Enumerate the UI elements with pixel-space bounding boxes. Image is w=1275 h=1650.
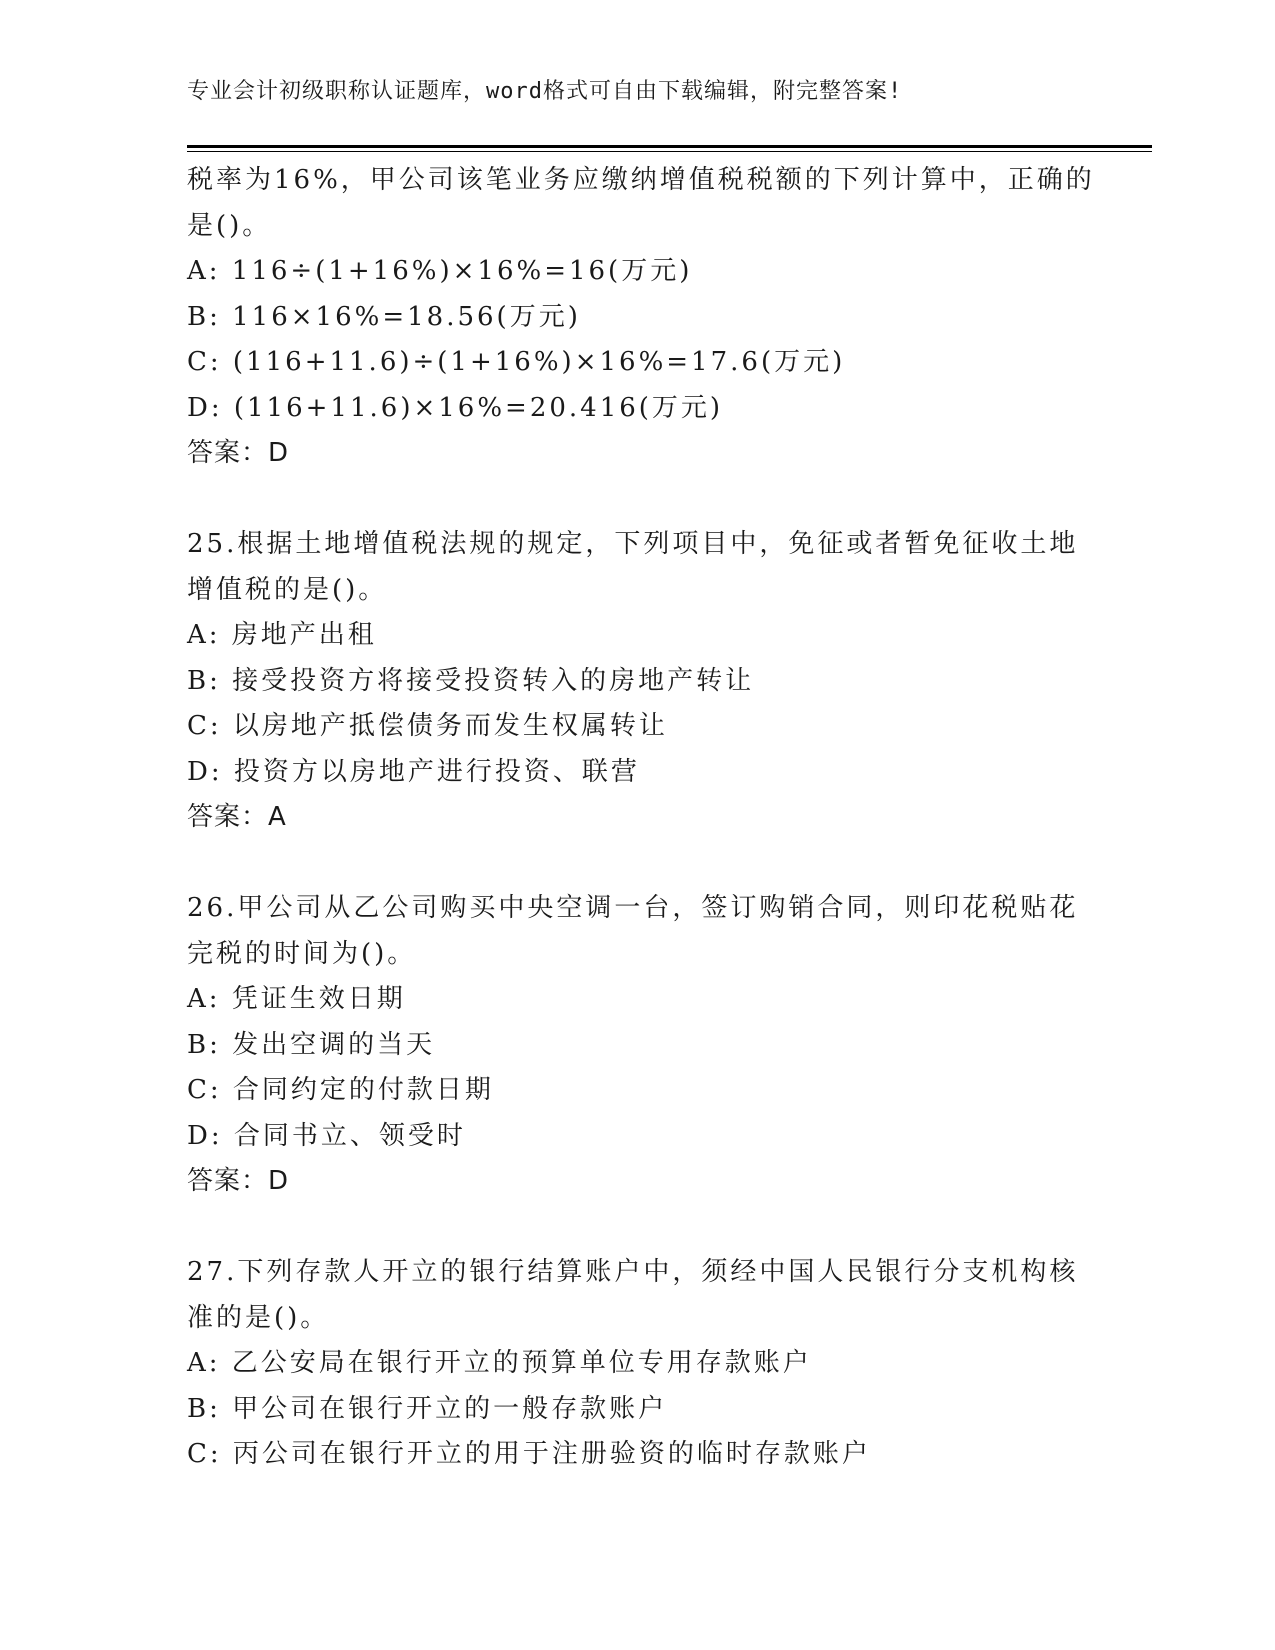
question-stem-line: 26.甲公司从乙公司购买中央空调一台，签订购销合同，则印花税贴花: [187, 893, 1079, 923]
question-block: [187, 522, 1087, 841]
option-c: C: 以房地产抵偿债务而发生权属转让: [187, 711, 668, 741]
question-stem-line: 27.下列存款人开立的银行结算账户中，须经中国人民银行分支机构核: [187, 1257, 1079, 1287]
question-stem-line: 准的是()。: [187, 1302, 330, 1333]
question-stem-line: 完税的时间为()。: [187, 938, 417, 969]
header-rule-thick: [187, 145, 1152, 148]
answer-line: 答案：A: [187, 802, 287, 832]
option-b: B: 发出空调的当天: [187, 1029, 436, 1060]
question-stem-line: 税率为16%，甲公司该笔业务应缴纳增值税税额的下列计算中，正确的: [187, 165, 1095, 195]
option-d: D: (116+11.6)×16%=20.416(万元): [187, 392, 724, 423]
answer-line: 答案：D: [187, 1166, 290, 1196]
option-a: A: 房地产出租: [187, 620, 377, 650]
question-block: [187, 158, 1095, 477]
option-b: B: 116×16%=18.56(万元): [187, 301, 581, 332]
answer-line: 答案：D: [187, 438, 290, 468]
option-d: D: 投资方以房地产进行投资、联营: [187, 756, 640, 787]
option-c: C: (116+11.6)÷(1+16%)×16%=17.6(万元): [187, 347, 846, 377]
header-rule-thin: [187, 151, 1152, 152]
option-b: B: 接受投资方将接受投资转入的房地产转让: [187, 665, 755, 696]
option-c: C: 丙公司在银行开立的用于注册验资的临时存款账户: [187, 1439, 871, 1469]
question-block: [187, 886, 1087, 1205]
question-stem-line: 是()。: [187, 210, 272, 241]
page-header: 专业会计初级职称认证题库，word格式可自由下载编辑，附完整答案!: [187, 79, 903, 104]
question-list: [187, 158, 1095, 1478]
question-block: [187, 1250, 1087, 1478]
option-c: C: 合同约定的付款日期: [187, 1075, 494, 1105]
option-a: A: 乙公安局在银行开立的预算单位专用存款账户: [187, 1348, 812, 1378]
option-a: A: 凭证生效日期: [187, 984, 406, 1014]
question-stem-line: 25.根据土地增值税法规的规定，下列项目中，免征或者暂免征收土地: [187, 529, 1079, 559]
option-d: D: 合同书立、领受时: [187, 1120, 466, 1151]
option-b: B: 甲公司在银行开立的一般存款账户: [187, 1393, 668, 1424]
question-stem-line: 增值税的是()。: [187, 574, 388, 605]
option-a: A: 116÷(1+16%)×16%=16(万元): [187, 256, 693, 286]
